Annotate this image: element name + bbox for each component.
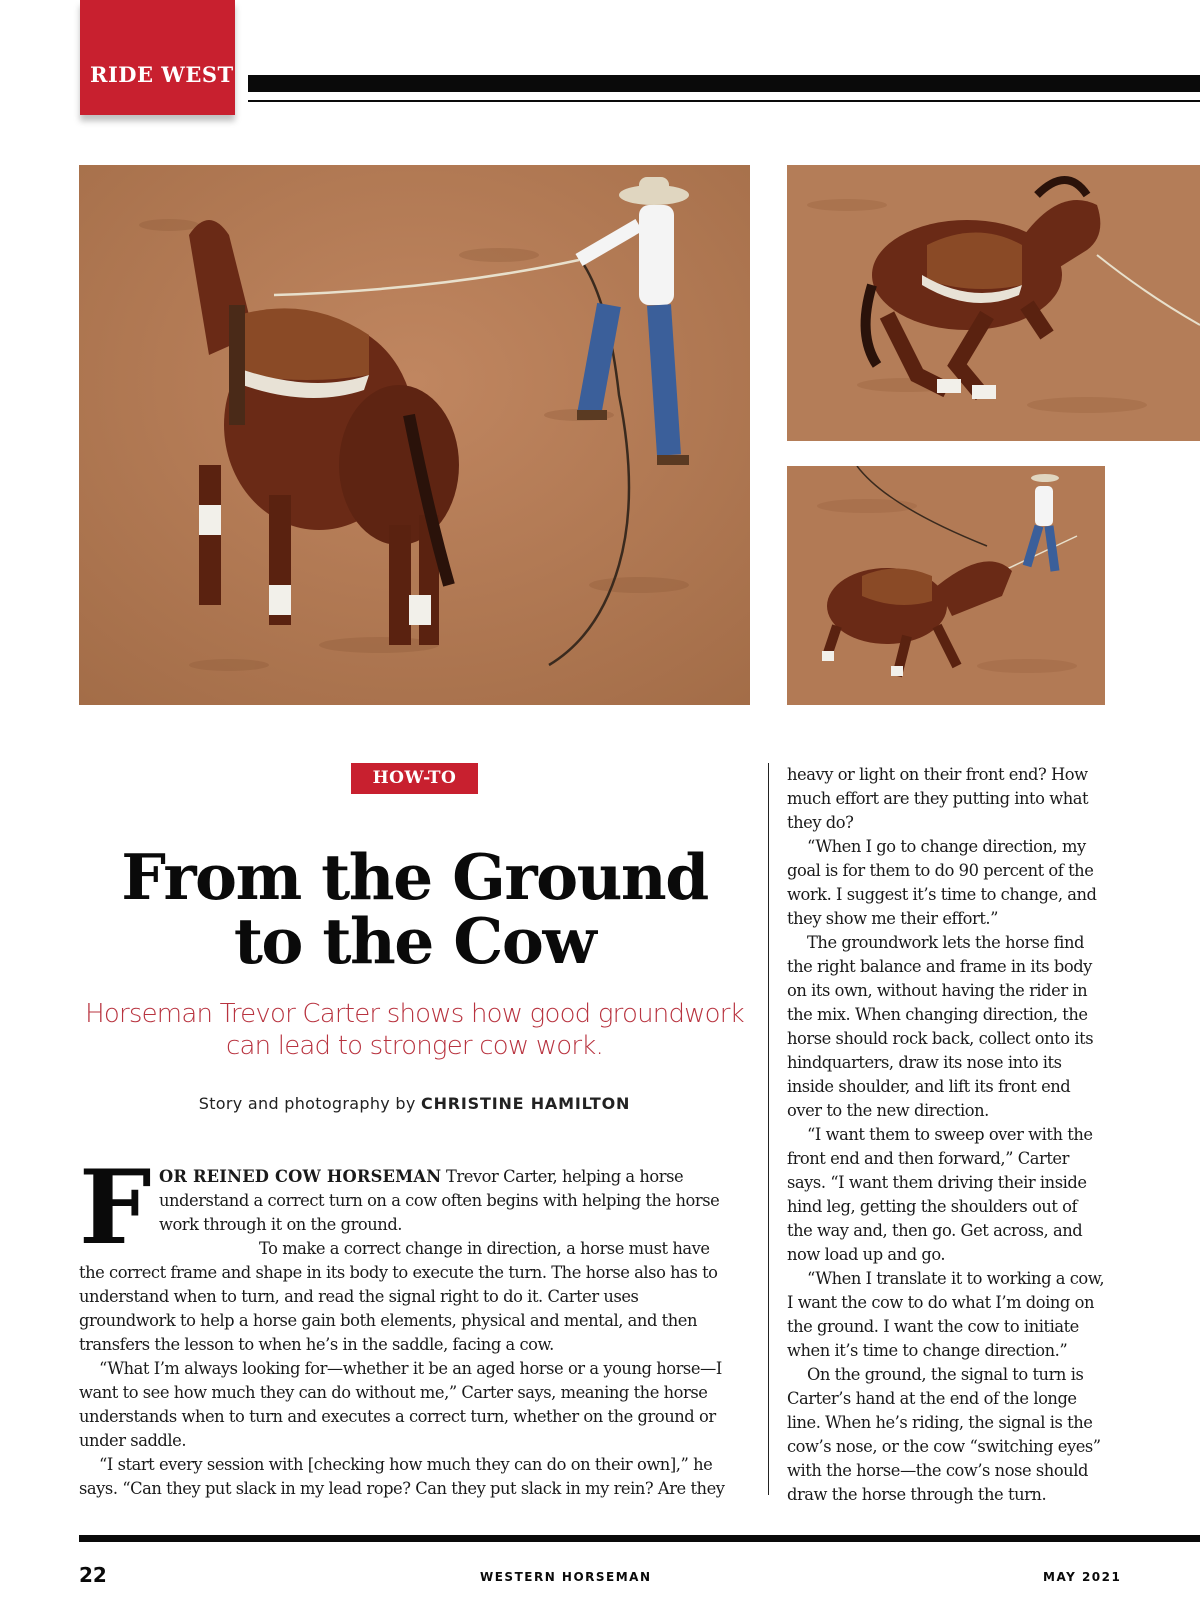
byline-prefix: Story and photography by (198, 1094, 416, 1113)
section-tab (80, 0, 235, 115)
page-title (79, 840, 750, 978)
body-paragraph: “I want them to sweep over with the front end and then forward,” Carter says. “I want them driving their inside hind leg, getting the shoulders out of the way and, then go. Get across, and now load up and go. (787, 1125, 1093, 1264)
lead-paragraph-text: Trevor Carter, helping a horse understand a correct turn on a cow often begins with helping the horse work through it on the ground. (158, 1167, 720, 1234)
byline-author: CHRISTINE HAMILTON (421, 1094, 631, 1113)
body-paragraph: “What I’m always looking for—whether it be an aged horse or a young horse—I want to see how much they can do without me,” Carter says, meaning the horse understands when to turn and executes a correct turn, whether on the ground or under saddle. (79, 1359, 722, 1450)
horse-lunging-photo (787, 466, 1105, 705)
byline (79, 1094, 750, 1113)
header-rule-thin (248, 100, 1200, 102)
body-paragraph: heavy or light on their front end? How much effort are they putting into what they do? (787, 765, 1089, 832)
body-paragraph: To make a correct change in direction, a horse must have the correct frame and shape in its body to execute the turn. The horse also has to understand when to turn, and read the signal right to do it. Carter uses groundwork to help a horse gain both elements, physical and mental, and then transfers the lesson to when he’s in the saddle, facing a cow. (79, 1239, 718, 1354)
body-column-right (787, 763, 1107, 1507)
headline-line-1: From the Ground (121, 840, 708, 914)
horse-groundwork-photo (79, 165, 750, 705)
body-paragraph: On the ground, the signal to turn is Carter’s hand at the end of the longe line. When he’s riding, the signal is the cow’s nose, or the cow “switching eyes” with the horse—the cow’s nose should draw the horse through the turn. (787, 1365, 1101, 1504)
header-rule-thick (248, 75, 1200, 92)
body-paragraph: “When I go to change direction, my goal is for them to do 90 percent of the work. I suggest it’s time to change, and they show me their effort.” (787, 837, 1097, 928)
magazine-name: WESTERN HORSEMAN (480, 1570, 652, 1584)
body-paragraph (79, 1165, 736, 1237)
body-column-left (79, 1148, 736, 1501)
body-paragraph: The groundwork lets the horse find the right balance and frame in its body on its own, without having the rider in the mix. When changing direction, the horse should rock back, collect onto its hindquarters, draw its nose into its inside shoulder, and lift its front end over to the new direction. (787, 933, 1094, 1120)
footer-rule (79, 1535, 1200, 1542)
section-tab-label: RIDE WEST (90, 62, 234, 87)
issue-date: MAY 2021 (1043, 1570, 1122, 1584)
column-divider (768, 763, 769, 1495)
headline-line-2: to the Cow (233, 904, 596, 978)
body-paragraph: “I start every session with [checking how much they can do on their own],” he says. “Can they put slack in my lead rope? Can they put slack in my rein? Are they (79, 1455, 725, 1498)
kicker-label: HOW-TO (351, 763, 478, 794)
drop-cap: F (79, 1148, 151, 1268)
horse-turning-photo (787, 165, 1200, 441)
subtitle-dek: Horseman Trevor Carter shows how good groundwork can lead to stronger cow work. (85, 999, 744, 1061)
body-paragraph: “When I translate it to working a cow, I want the cow to do what I’m doing on the ground. I want the cow to initiate when it’s time to change direction.” (787, 1269, 1105, 1360)
lead-in: OR REINED COW HORSEMAN (158, 1167, 442, 1186)
page-number: 22 (79, 1563, 107, 1587)
